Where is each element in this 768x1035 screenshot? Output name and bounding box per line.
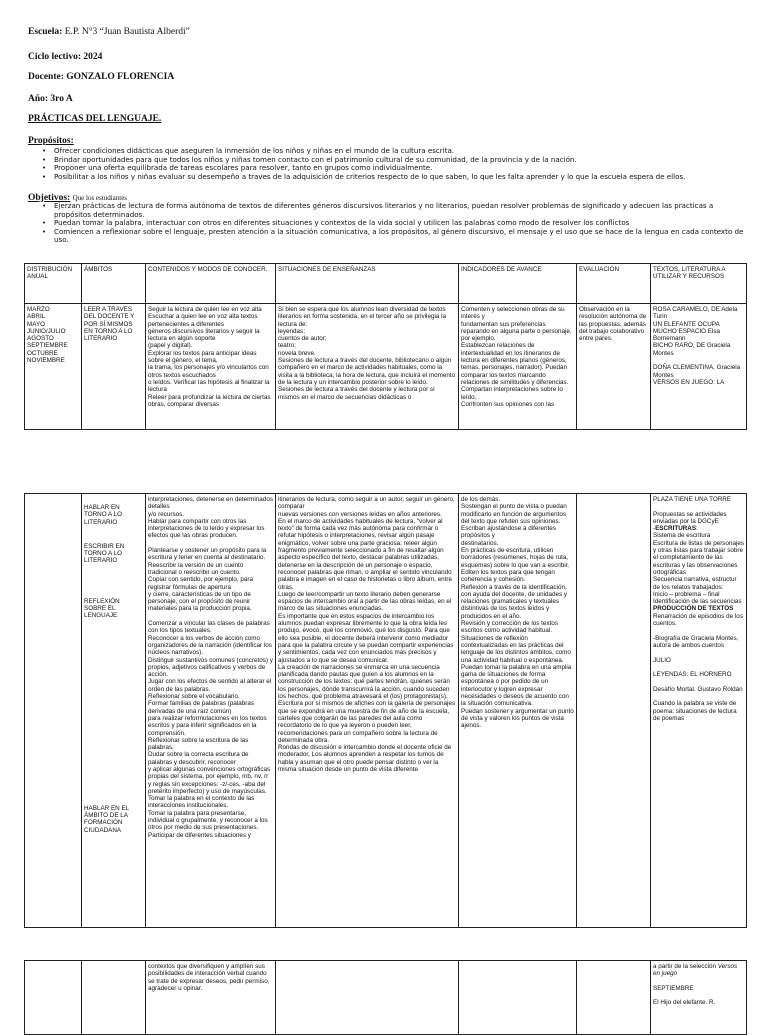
list-item: • Proponer una oferta equilibrada de tareas escolares para resolver, tanto en grupos como individualmente. xyxy=(54,164,744,173)
column-header: ÁMBITOS xyxy=(82,264,146,304)
column-header: TEXTOS, LITERATURA A UTILIZAR Y RECURSOS xyxy=(651,264,747,304)
produccion-heading: PRODUCCIÓN DE TEXTOS xyxy=(653,605,734,613)
teacher-name: GONZALO FLORENCIA xyxy=(66,72,175,82)
propositos-list xyxy=(28,147,744,181)
evaluacion-cell xyxy=(579,496,648,926)
planning-table-part-1 xyxy=(24,263,747,430)
list-item: • Comiencen a reflexionar sobre el lenguaje, presten atención a la situación comunicativa, a los propósitos, al género discursivo, el mensaje y el uso que se hace de la lengua en cada contexto de uso. xyxy=(54,228,744,245)
list-item: • Brindar oportunidades para que todos los niños y niñas tomen contacto con el patrimonio cultural de su comunidad, de la provincia y de la nación. xyxy=(54,156,744,165)
column-header: DISTRIBUCIÓN ANUAL xyxy=(25,264,82,304)
situaciones-cell: Si bien se espera que los alumnos lean diversidad de textos literarios en forma sostenida, en el tercer año se privilegia la lectura de: leyendas; cuentos de autor; teatro; novela breve. Sesiones de lectura a través del docente, bibliotecario o algún compañero en el marco de actividades habituales, como la visita a la biblioteca, la hora de lectura, que incluirá el momento de la lectura y un intercambio posterior sobre lo leído. Sesiones de lectura a través del docente y lectura por sí mismos en el marco de secuencias didácticas o xyxy=(278,306,456,401)
indicadores-cell: Comenten y seleccionen obras de su interés y fundamentan sus preferencias reparando en alguna parte o personaje, por ejemplo. Establezcan relaciones de intertextualidad en los itinerarios de lectura en diferentes planos (géneros, temas, personajes, narrador). Puedan comparar los textos marcando relaciones de similitudes y diferencias. Compartan interpretaciones sobre lo leído. Confronten sus opiniones con las xyxy=(461,306,572,408)
distribucion-cell xyxy=(27,963,79,1033)
objetivos-list xyxy=(28,202,744,245)
column-header: CONTENIDOS Y MODOS DE CONOCER. xyxy=(146,264,276,304)
school-name: E.P. N°3 “Juan Bautista Alberdi” xyxy=(64,27,190,37)
ambito-reflexion-lenguaje: REFLEXIÓN SOBRE EL LENGUAJE xyxy=(84,597,120,620)
ambito-formacion-ciudadana: HABLAR EN EL ÁMBITO DE LA FORMACIÓN CIUDADANA xyxy=(84,804,129,834)
teacher-line: Docente: GONZALO FLORENCIA xyxy=(28,72,175,82)
table-row xyxy=(25,961,747,1035)
distribucion-cell xyxy=(27,496,79,926)
table-header-row xyxy=(25,264,747,304)
evaluacion-cell: Observación en la resolución autónoma de las propuestas, además del trabajo colaborativo entre pares. xyxy=(579,306,647,343)
list-item: • Ejerzan prácticas de lectura de forma autónoma de textos de diferentes géneros discursivos literarios y no literarios, puedan resolver problemas de significado y adecuen las practicas a propósitos determinados. xyxy=(54,202,744,219)
propositos-title: Propósitos: xyxy=(28,136,74,146)
cycle-line: Ciclo lectivo: 2024 xyxy=(28,52,103,62)
indicadores-cell xyxy=(461,963,574,1033)
list-item: • Puedan tomar la palabra, interactuar con otros en diferentes situaciones y contextos de la vida social y utilicen las palabras como modo de resolver los conflictos xyxy=(54,219,744,228)
ambitos-cell xyxy=(84,496,143,926)
situaciones-cell: itinerarios de lectura, como seguir a un autor, seguir un género, comparar nuevas versiones con versiones leídas en años anteriores. En el marco de actividades habituales de lectura, “volver al texto” de forma cada vez más autónoma para confirmar o refutar hipótesis o interpretaciones, revisar algún pasaje enigmático, volver sobre una parte graciosa; releer algún fragmento previamente seleccionado a fin de resaltar algún aspecto específico del texto, destacar palabras utilizadas, detenerse en la descripción de un personaje o espacio, reconocer palabras que riman, o ampliar el sentido vinculando palabra e imagen en el caso de historietas o libro álbum, entre otras. Luego de leer/compartir un texto literario deben generarse espacios de intercambio oral a partir de las obras leídas, en el marco de las situaciones enunciadas. Es importante que en estos espacios de intercambio los alumnos puedan expresar libremente lo que la obra leída les produjo, evocó, qué los conmovió, qué los disgustó. Para que ello sea posible, el docente deberá intervenir como mediador para que la palabra circule y se puedan compartir experiencias y sentimientos, cada vez con enunciados más precisos y ajustados a lo que se desea comunicar. La creación de narraciones se enmarca en una secuencia planificada dando pautas que guíen a los alumnos en la construcción de los textos: qué partes tendrán, quiénes serán los personajes, dónde transcurrirá la acción, cuando suceden los hechos, qué problema atravesará el (los) protagonista(s). Escritura por sí mismos de afiches con la galería de personajes que se expondrá en una muestra de fin de año de la escuela, carteles que colgarán de las paredes del aula como recordatorio de lo que ya leyeron o pueden leer, recomendaciones para un compañero sobre la lectura de determinada obra. Rondas de discusión e intercambio donde el docente oficie de moderador, Los alumnos aprenden a respetar los turnos de habla y asuman que el otro puede pensar distinto o ver la misma situación desde un punto de vista diferente xyxy=(278,496,456,773)
list-item: • Posibilitar a los niños y niñas evaluar su desempeño a traves de la adquisición de criterios respecto de lo que saben, lo que les falta aprender y lo que la escuela espera de ellos. xyxy=(54,173,744,182)
contenidos-cell: contextos que diversifiquen y amplíen sus posibilidades de interacción verbal cuando se trate de expresar deseos, pedir permiso, agradecer u opinar. xyxy=(148,963,270,992)
textos-cell: a partir de la selección Versos en juego SEPTIEMBRE El Hijo del elefante. R. xyxy=(653,963,738,1007)
situaciones-cell xyxy=(278,963,456,1033)
escrituras-heading: ESCRITURAS xyxy=(655,525,697,533)
column-header: SITUACIONES DE ENSEÑANZAS xyxy=(276,264,459,304)
contenidos-cell: Seguir la lectura de quien lee en voz alta Escuchar a quien lee en voz alta textos pertenecientes a diferentes géneros discursivos literarios y seguir la lectura en algún soporte (papel y digital). Explorar los textos para anticipar ideas sobre el género, el tema, la trama, los personajes y/o vinculartos con otros textos escuchados o leídos. Verificar las hipótesis al finalizar la lectura Releer para profundizar la lectura de ciertas obras, comparar diversas xyxy=(148,306,271,408)
year-line: Año: 3ro A xyxy=(28,94,73,104)
versos-en-juego-title: Versos en juego xyxy=(653,963,738,978)
table-row xyxy=(25,304,747,430)
school-line xyxy=(28,27,190,37)
school-label: Escuela: xyxy=(28,27,63,37)
ambitos-cell: LEER A TRAVÉS DEL DOCENTE Y POR SÍ MISMOS EN TORNO A LO LITERARIO xyxy=(84,306,135,343)
textos-cell: ROSA CARAMELO, DE Adela Turin UN ELEFANTE OCUPA MUCHO ESPACIO Elsa Bornemann BICHO RARO, DE Graciela Montes DOÑA CLEMENTINA, Graciela Montes VERSOS EN JUEGO: LA xyxy=(653,306,741,386)
ambito-hablar-literario: HABLAR EN TORNO A LO LITERARIO xyxy=(84,504,123,526)
area-title: PRÁCTICAS DEL LENGUAJE. xyxy=(28,114,162,124)
ambitos-cell xyxy=(84,963,143,1033)
list-item: • Ofrecer condiciones didácticas que aseguren la inmersión de los niños y niñas en el mundo de la cultura escrita. xyxy=(54,147,744,156)
table-row xyxy=(25,494,747,928)
column-header: EVALUACIÓN xyxy=(577,264,651,304)
indicadores-cell: de los demás. Sostengan el punto de vista o puedan modificarlo en función de argumentos del texto que refuten sus opiniones. Escriban ajustándose a diferentes propósitos y destinatarios. En prácticas de escritura, utilicen borradores (resúmenes, hojas de ruta, esquemas) sobre lo que van a escribir. Editen los textos para que tengan coherencia y cohesión. Reflexión a través de la identificación, con ayuda del docente, de unidades y relaciones gramaticales y textuales distintivas de los textos leídos y producidos en el año. Revisión y corrección de los textos escritos como actividad habitual. Situaciones de reflexión contextualizadas en las prácticas del lenguaje de los distintos ámbitos, como una actividad habitual o espontánea. Puedan tomar la palabra en una amplia gama de situaciones de forma espontánea o por pedido de un interlocutor y logren expresar necesidades o deseos de acuerdo con la situación comunicativa. Puedan sostener y argumentar un punto de vista y valoren los puntos de vista ajenos. xyxy=(461,496,574,730)
distribucion-cell: MARZO ABRIL MAYO JUNIO/JULIO AGOSTO SEPTIEMBRE OCTUBRE NOVIEMBRE xyxy=(27,306,68,365)
ambito-escribir-literario: ESCRIBIR EN TORNO A LO LITERARIO xyxy=(84,542,125,565)
textos-cell: PLAZA TIENE UNA TORRE Propuestas se actividades enviadas por la DGCyE -ESCRITURAS: Sistema de escritura Escritura de listas de personajes y otras listas para trabajar sobre el completamiento de las escrituras y las observaciones ortográficas Secuencia narrativa, estructur de los relatos trabajados: Inicio – problema – final Identificación de las secuencias PRODUCCIÓN DE TEXTOS Renarración de episodios de los cuentos. -Biografía de Graciela Montes, autora de ambos cuentos JULIO LEYENDAS: EL HORNERO Desafío Mortal. Gustavo Roldán Cuando la palabra se viste de poema: situaciones de lectura de poemas xyxy=(653,496,744,722)
evaluacion-cell xyxy=(579,963,648,1033)
column-header: INDICADORES DE AVANCE xyxy=(459,264,577,304)
objetivos-subtitle: Que los estudiantes xyxy=(72,194,128,202)
contenidos-cell: interpretaciones, detenerse en determinados detalles y/o recursos. Hablar para compartir con otros las interpretaciones de lo leído y expresar los efectos que las obras producen. Plantearse y sostener un propósito para la escritura y tener en cuenta al destinatario. Reescribir la versión de un cuento tradicional o reescribir un cuento. Copiar con sentido, por ejemplo, para registrar fórmulas de apertura y cierre, características de un tipo de personaje, con el propósito de reunir materiales para la producción propia. Comenzar a vincular las clases de palabras con los tipos textuales. Reconocer a los verbos de acción como organizadores de la narración (identificar los núcleos narrativos). Distinguir sustantivos comunes (concretos) y propios, adjetivos calificativos y verbos de acción. Jugar con los efectos de sentido al alterar el orden de las palabras. Reflexionar sobre el vocabulario. Formar familias de palabras (palabras derivadas de una raíz común) para realizar reformulaciones en los textos escritos y para inferir significados en la comprensión. Reflexionar sobre la escritura de las palabras. Dudar sobre la correcta escritura de palabras y descubrir, reconocer y aplicar algunas convenciones ortográficas propias del sistema, por ejemplo, mb, nv, rr y reglas sin excepciones: -z/-ces, -aba del pretérito imperfecto) y uso de mayúsculas. Tomar la palabra en el contexto de las interacciones institucionales. Tomar la palabra para presentarse, individual o grupalmente, y reconocer a los otros por medio de sus presentaciones. Participar de diferentes situaciones y xyxy=(148,496,273,839)
objetivos-title: Objetivos: Que los estudiantes xyxy=(28,193,128,203)
planning-table-part-2 xyxy=(24,493,747,928)
